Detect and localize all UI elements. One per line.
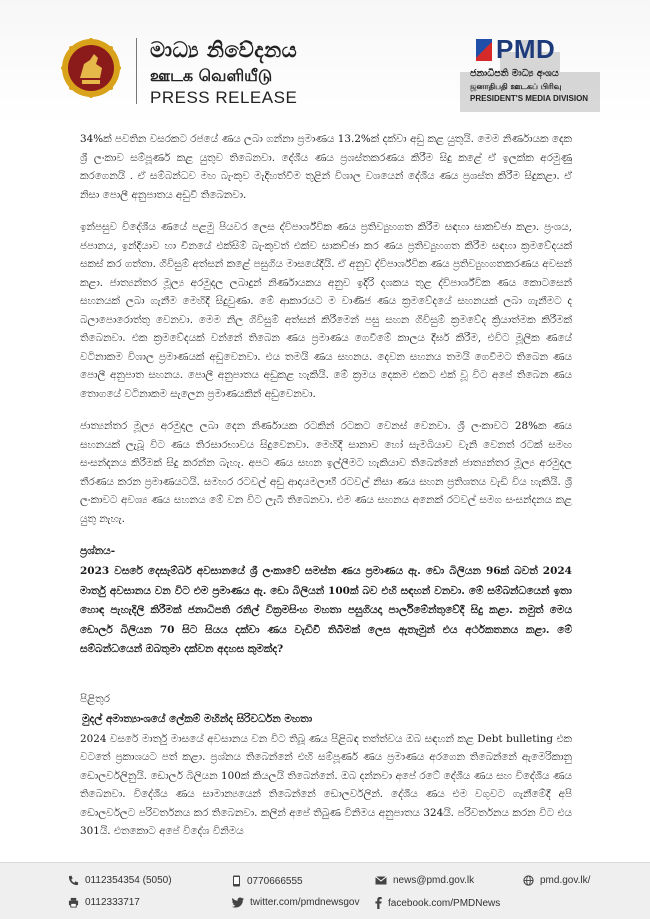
speaker-name: මුදල් අමාත්‍යාංශයේ ලේකම් මහින්ද සිරිවර්ධන මහතා bbox=[82, 712, 313, 725]
website-text: pmd.gov.lk/ bbox=[540, 875, 591, 886]
pmd-logo-text: PMD bbox=[496, 34, 556, 64]
question-text: 2023 වසරේ දෙසැම්බර් අවසානයේ ශ්‍රී ලංකාවේ සමස්ත ණය ප්‍රමාණය ඇ. ඩො බිලියන 96ක් බවත් 2024 මාර්තු අවසානය වන විට එම ප්‍රමාණය ඇ. ඩො බිලියන් 100ක් බව එහි සඳහන් වනවා. මේ සම්බන්ධයෙන් ඉතා හොඳ පැහැදිලි කිරීමක් ජනාධිපති රනිල් වික්‍රමසිංහ මහතා පසුගියදා පාර්ලිමේන්තුවේදී සිදු කළා. නමුත් මෙය ඩොලර් බිලියන 70 සිට සියය දක්වා ණය වැඩිවී තිබීමක් ලෙස ඇතැමුන් එය අර්ථකතනය කළා. මේ සම්බන්ධයෙන් ඔබතුමා දක්වන අදහස කුමක්ද? bbox=[80, 565, 572, 655]
contact-footer bbox=[0, 862, 650, 919]
question-label: ප්‍රශ්නය- bbox=[80, 545, 116, 557]
footer-twitter[interactable] bbox=[232, 897, 360, 908]
footer-website[interactable] bbox=[523, 875, 590, 886]
twitter-text: twitter.com/pmdnewsgov bbox=[250, 897, 360, 908]
twitter-icon bbox=[232, 897, 244, 908]
footer-mobile[interactable] bbox=[232, 875, 303, 887]
title-tamil: ஊடக வெளியீடு bbox=[150, 66, 273, 85]
footer-phone2[interactable] bbox=[68, 897, 140, 908]
header-divider bbox=[136, 38, 137, 104]
facebook-text: facebook.com/PMDNews bbox=[388, 897, 501, 909]
title-sinhala: මාධ්‍ය නිවේදනය bbox=[150, 38, 298, 62]
press-release-body bbox=[80, 130, 572, 855]
pmd-name-sinhala: ජනාධිපති මාධ්‍ය අංශය bbox=[470, 68, 559, 79]
paragraph-4: 2024 වසරේ මාර්තු මාසයේ අවසානය වන විට තිබූ ණය පිළිබඳ තත්ත්වය ඔබ සඳහන් කළ Debt bulleting එක වටතේ ප්‍රකාශයට පත් කළා. ප්‍රශ්නය තිබෙන්නේ එහි සම්පූර්ණ ණය ප්‍රමාණය අරගෙන තිබෙන්නේ ඇමෙරිකානු ඩොලර්වලිනුයි. ඩොලර් බිලියන 100ක් කියලයි තිබෙන්නේ. ඔබ දන්නවා අපේ රටේ දේශීය ණය සහ විදේශීය ණය තිබෙනවා. විදේශීය ණය සාමාන්‍යයෙන් තිබෙන්නේ ඩොලර්වලින්. දේශීය ණය එම වගුවට ගැනීමේදී අපි ඩොලර්වලට පරිවර්තනය කර තිබෙනවා. කලින් අපේ තිබුණ විනිමය අනුපාතය 324යි. පරිවර්තනය කරන විට එය 301යි. එතකොට අපේ විදේශ විනිමය bbox=[80, 732, 572, 837]
phone1-text: 0112354354 (5050) bbox=[85, 875, 172, 886]
footer-email[interactable] bbox=[375, 875, 474, 886]
pmd-logo bbox=[476, 34, 555, 65]
phone2-text: 0112333717 bbox=[85, 897, 140, 908]
paragraph-3: ජාත්‍යන්තර මූල්‍ය අරමුදල ලබා දෙන නිර්ණායක රටකින් රටකට වෙනස් වෙනවා. ශ්‍රී ලංකාවට 28%ක ණය සහනයක් ලැබූ විට ණය තිරසාරභාවය සිදුවෙනවා. මෙහිදී සානාව හෝ සැමබියාව වැනි වෙනත් රටක් සමඟ සංසන්දනය කිරීමක් සිදු කරන්න බැහැ. අපට ණය සහන ඉල්ලීමට හැකියාව තිබෙන්නේ ජාත්‍යන්තර මූල්‍ය අරමුදල තීරණය කරන ප්‍රමාණයටයි. සමහර රටවල් අඩු ආදායමලාභී රටවල් නිසා ණය සහන ප්‍රතිශතය වැඩි විය හැකියි. ශ්‍රී ලංකාවට අවශ්‍ය ණය සහනය මේ වන විට ලැබී තිබෙනවා. එම ණය සහනය අනෙක් රටවල් සමග සංසන්දනය කළ යුතු නැහැ. bbox=[80, 420, 572, 525]
title-english: PRESS RELEASE bbox=[150, 88, 298, 107]
pmd-name-tamil: ஜனாதிபதி ஊடகப் பிரிவு bbox=[470, 82, 562, 91]
answer-label: පිළිතුර bbox=[80, 692, 110, 705]
pmd-name-english: PRESIDENT'S MEDIA DIVISION bbox=[470, 94, 589, 103]
pmd-logo-block bbox=[470, 32, 620, 114]
pmd-mark-icon bbox=[476, 39, 492, 61]
paragraph-2: ඉන්පසුව විදේශීය ණයේ පළමු පියවර ලෙස ද්විපාර්ශ්වික ණය ප්‍රතිව්‍යුහගත කිරීම සඳහා සාකච්ඡා කළා. ප්‍රංශය, ජපානය, ඉන්දියාව හා චීනයේ එක්සිම් බැංකුවත් එක්ව සාකච්ඡා කර ණය ප්‍රතිව්‍යුහගත කිරීම සඳහා ක්‍රමවේදයක් සකස් කර ගත්තා. ගිවිසුම් අත්සන් කළේ පසුගිය මාසයේදීයි. ඒ අනුව ද්විපාර්ශ්වික ණය ප්‍රතිව්‍යුහගතකරණය අවසන් කළා. ජාත්‍යන්තර මූල්‍ය අරමුදල ලබාදුන් නිර්ණායකය අනුව ඉදිරි දශකය තුළ ද්විපාර්ශ්වික ණය කොටසෙන් සහනයක් ලබා ගැනීම මෙහිදී සිදුවුණා. මේ ආකාරයට ම වාණිජ ණය ක්‍රමවේදයේ සහනයක් ලබා ගැනීමට ද බලාපොරොත්තු වෙනවා. මෙම නිල ගිවිසුම් අත්සන් කිරීමෙන් පසු සහන ගිවිසුම් ක්‍රමවේද ක්‍රියාත්මක කිරීමක් තිබෙනවා. එක ක්‍රමවේදයක් වන්නේ තිබෙන ණය ප්‍රමාණය ගෙවීමේ කාලය දීර්ඝ කිරීම, එවිට මූලික ණයේ වටිනාකම විශාල ප්‍රමාණයක් අඩුවෙනවා. එය තමයි ණය සහනය. දෙවන සහනය තමයි ගෙවීමට තිබෙන ණය පොලී අනුපාත සහනය. පොලී අනුපාතය අඩුකළ හැකියි. මේ ක්‍රමය දෙකම එකට එක් වූ විට අපේ තිබෙන ණය තොගයේ වටිනාකම සැලෙන ප්‍රමාණයකින් අඩුවෙනවා. bbox=[80, 221, 572, 400]
printer-icon bbox=[68, 897, 79, 908]
footer-facebook[interactable] bbox=[375, 897, 500, 909]
mobile-text: 0770666555 bbox=[247, 875, 303, 887]
email-text: news@pmd.gov.lk bbox=[393, 875, 475, 886]
web-icon bbox=[523, 875, 534, 886]
sri-lanka-emblem-icon bbox=[60, 34, 122, 102]
footer-phone1[interactable] bbox=[68, 875, 172, 886]
press-release-header bbox=[0, 0, 650, 124]
mobile-icon bbox=[232, 875, 241, 887]
paragraph-1: 34%ක් පවතින වසරකට රජයේ ණය ලබා ගන්නා ප්‍රමාණය 13.2%ක් දක්වා අඩු කළ යුතුයි. මෙම නිර්ණායක දෙක ශ්‍රී ලංකාව සම්පූර්ණ කළ යුතුව තිබෙනවා. දේශීය ණය ප්‍රශස්තකරණය කිරීම සිදු කළේ ඒ ඉලක්ක අරමුණු කරගෙනයි . ඒ සම්බන්ධව මහ බැංකුව මැදිහත්වීම තුළින් විශාල වශයෙන් දේශීය ණය ප්‍රශස්ත කිරීම සිදුකළා. ඒ නිසා පොලී අනුපාතය අඩුවී තිබෙනවා. bbox=[80, 133, 572, 201]
facebook-icon bbox=[375, 897, 382, 909]
phone-icon bbox=[68, 875, 79, 886]
email-icon bbox=[375, 876, 387, 885]
